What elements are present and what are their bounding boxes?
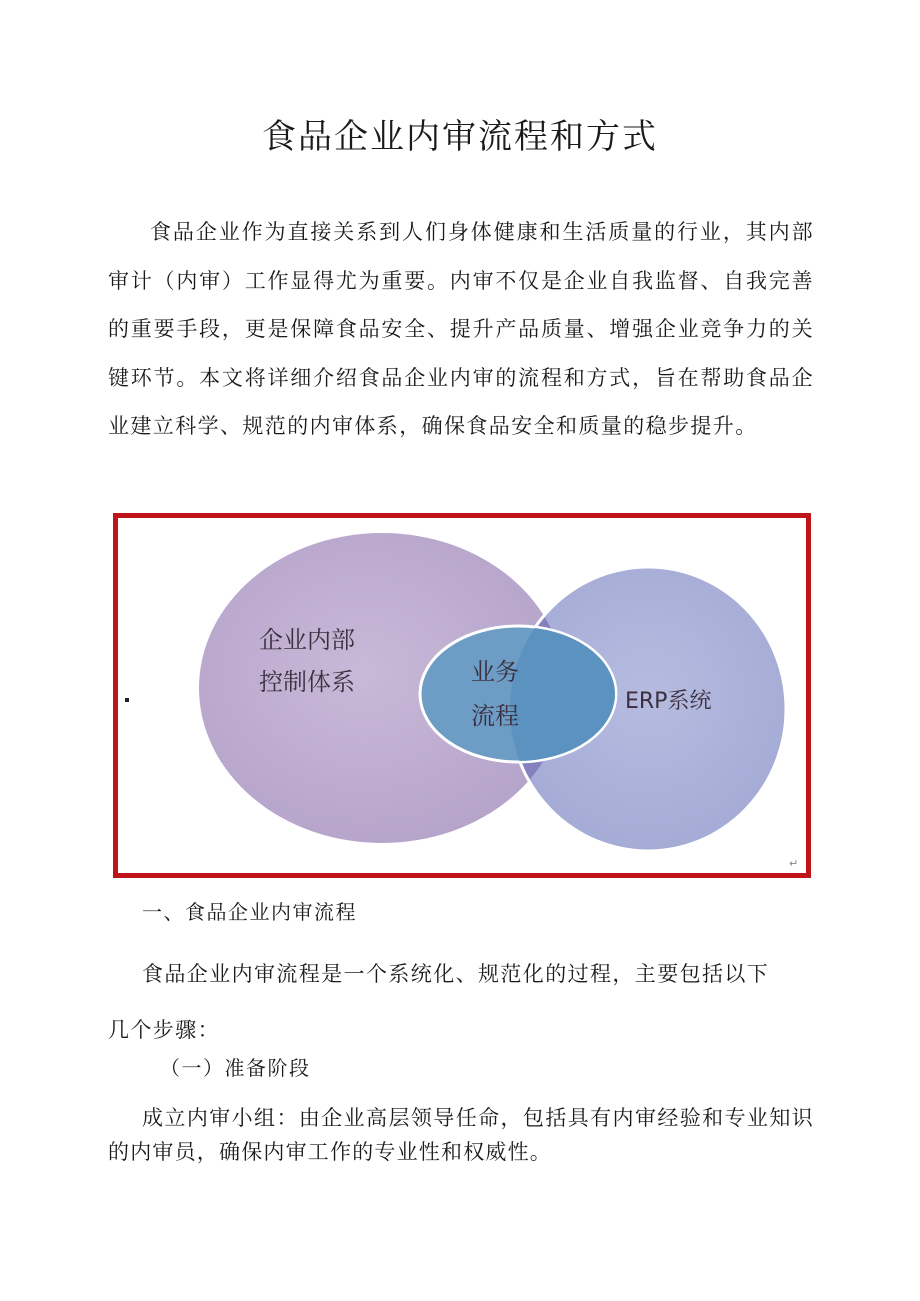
- left-label-line2: 控制体系: [259, 668, 355, 696]
- marker-dot: [125, 698, 129, 702]
- page-title: 食品企业内审流程和方式: [262, 117, 658, 157]
- venn-diagram: [118, 518, 806, 873]
- left-label-line1: 企业内部: [259, 626, 355, 654]
- center-label-line2: 流程: [471, 702, 519, 730]
- subsection-paragraph: 成立内审小组：由企业高层领导任命，包括具有内审经验和专业知识的内审员，确保内审工作的专业性和权威性。: [108, 1106, 814, 1164]
- center-label-line1: 业务: [471, 658, 519, 686]
- intro-paragraph: 食品企业作为直接关系到人们身体健康和生活质量的行业，其内部审计（内审）工作显得尤为重要。内审不仅是企业自我监督、自我完善的重要手段，更是保障食品安全、提升产品质量、增强企业竞争力的关键环节。本文将详细介绍食品企业内审的流程和方式，旨在帮助食品企业建立科学、规范的内审体系，确保食品安全和质量的稳步提升。: [108, 220, 814, 438]
- right-label: ERP系统: [625, 689, 712, 714]
- paragraph-mark-icon: ↵: [789, 857, 799, 870]
- subsection-heading: （一）准备阶段: [160, 1056, 311, 1080]
- section-heading: 一、食品企业内审流程: [142, 900, 357, 924]
- section-paragraph: 食品企业内审流程是一个系统化、规范化的过程，主要包括以下几个步骤：: [108, 962, 770, 1042]
- venn-diagram-figure: [113, 513, 811, 878]
